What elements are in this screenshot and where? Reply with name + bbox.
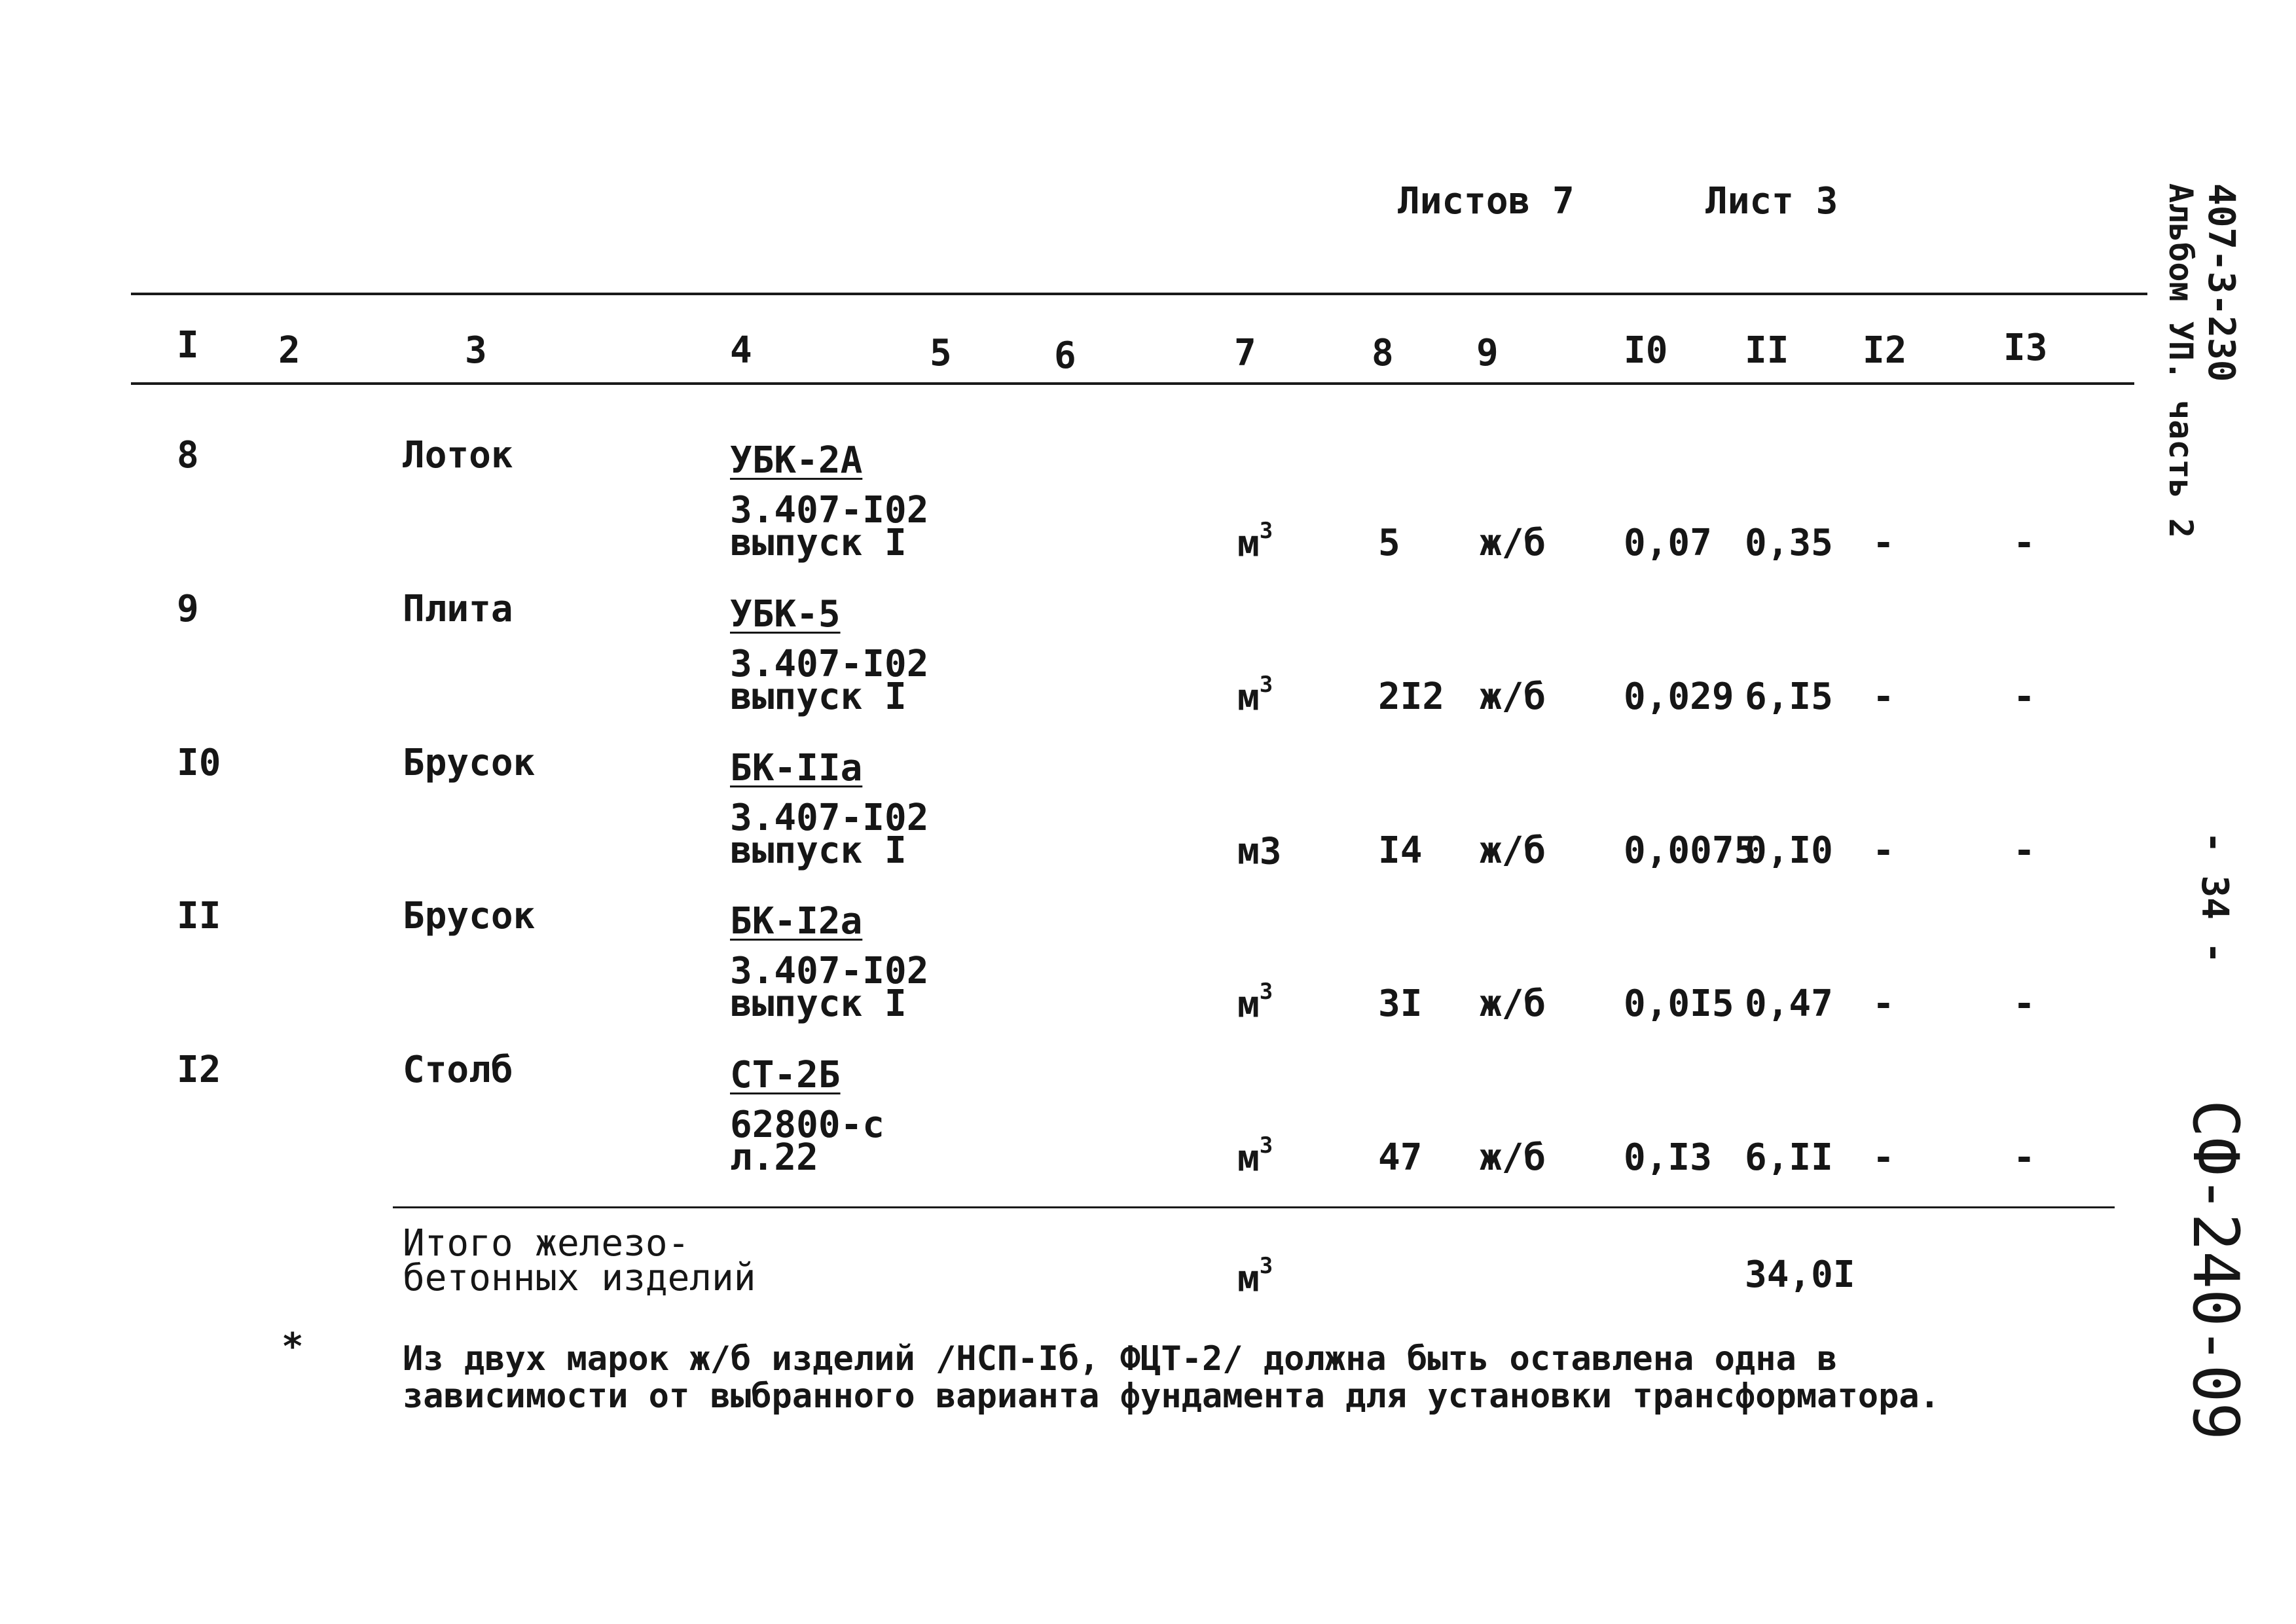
total-volume: 0,I0 — [1745, 829, 1833, 872]
quantity: 5 — [1378, 522, 1400, 564]
item-mark: УБК-5 — [730, 593, 841, 636]
item-issue: выпуск I — [730, 676, 907, 718]
material: ж/б — [1480, 522, 1546, 564]
item-issue: выпуск I — [730, 829, 907, 872]
item-name: Брусок — [403, 742, 536, 784]
column-header: 4 — [730, 329, 752, 372]
column-12-value: - — [1872, 522, 1895, 564]
item-mark: УБК-2А — [730, 439, 863, 482]
column-12-value: - — [1872, 676, 1895, 718]
total-volume: 6,I5 — [1745, 676, 1833, 718]
column-header: I0 — [1624, 329, 1668, 372]
item-mark: БК-I2а — [730, 900, 863, 943]
item-issue: выпуск I — [730, 983, 907, 1025]
page-number: - 34 - — [2193, 831, 2236, 964]
column-header: 2 — [278, 329, 301, 372]
column-header: 5 — [930, 332, 952, 374]
item-name: Брусок — [403, 895, 536, 937]
column-13-value: - — [2013, 829, 2035, 872]
total-label-line2: бетонных изделий — [403, 1257, 756, 1299]
column-12-value: - — [1872, 829, 1895, 872]
column-13-value: - — [2013, 676, 2035, 718]
footnote-marker: * — [282, 1326, 304, 1368]
unit: $м^3$ — [1237, 518, 1273, 566]
column-header: I — [177, 324, 199, 367]
unit-volume: 0,I3 — [1624, 1136, 1712, 1179]
item-name: Плита — [403, 588, 513, 630]
column-13-value: - — [2013, 983, 2035, 1025]
sheets-total: Листов 7 — [1398, 180, 1575, 223]
row-number: I2 — [177, 1049, 221, 1091]
item-mark: БК-IIа — [730, 747, 863, 789]
column-12-value: - — [1872, 1136, 1895, 1179]
column-13-value: - — [2013, 1136, 2035, 1179]
quantity: 3I — [1378, 983, 1423, 1025]
column-header: I3 — [2003, 327, 2048, 369]
material: ж/б — [1480, 676, 1546, 718]
footnote-line1: Из двух марок ж/б изделий /НСП-Iб, ФЦТ-2/ должна быть оставлена одна в — [403, 1339, 1838, 1379]
quantity: 47 — [1378, 1136, 1423, 1179]
item-document: 62800-с — [730, 1104, 885, 1146]
total-volume: 6,II — [1745, 1136, 1833, 1179]
item-document: 3.407-I02 — [730, 643, 929, 685]
footnote-line2: зависимости от выбранного варианта фундамента для установки трансформатора. — [403, 1377, 1940, 1416]
column-header: 8 — [1372, 332, 1394, 374]
unit: м3 — [1237, 830, 1282, 873]
item-document: 3.407-I02 — [730, 797, 929, 839]
unit: $м^3$ — [1237, 1132, 1273, 1180]
quantity: I4 — [1378, 829, 1423, 872]
row-number: 9 — [177, 588, 199, 630]
material: ж/б — [1480, 829, 1546, 872]
item-mark: СТ-2Б — [730, 1054, 841, 1096]
item-issue: л.22 — [730, 1136, 818, 1179]
total-label-line1: Итого железо- — [403, 1222, 690, 1265]
unit: $м^3$ — [1237, 672, 1273, 719]
item-name: Столб — [403, 1049, 513, 1091]
total-value: 34,0I — [1745, 1254, 1855, 1296]
row-number: II — [177, 895, 221, 937]
column-header: 7 — [1234, 332, 1256, 374]
unit-volume: 0,07 — [1624, 522, 1712, 564]
header-top-rule — [131, 293, 2147, 295]
item-name: Лоток — [403, 434, 513, 477]
quantity: 2I2 — [1378, 676, 1445, 718]
unit-volume: 0,0I5 — [1624, 983, 1734, 1025]
total-volume: 0,35 — [1745, 522, 1833, 564]
unit-volume: 0,0075 — [1624, 829, 1757, 872]
document-code: СФ-240-09 — [2179, 1100, 2252, 1441]
material: ж/б — [1480, 1136, 1546, 1179]
total-volume: 0,47 — [1745, 983, 1833, 1025]
row-number: 8 — [177, 434, 199, 477]
column-header: 3 — [465, 329, 487, 372]
sheet-number: Лист 3 — [1705, 180, 1838, 223]
total-unit: $м^3$ — [1237, 1253, 1273, 1301]
column-header: II — [1745, 329, 1789, 372]
column-13-value: - — [2013, 522, 2035, 564]
album-part: Альбом УП. часть 2 — [2162, 183, 2200, 538]
row-number: I0 — [177, 742, 221, 784]
column-header: 6 — [1054, 334, 1076, 377]
unit-volume: 0,029 — [1624, 676, 1734, 718]
item-document: 3.407-I02 — [730, 489, 929, 532]
unit: $м^3$ — [1237, 979, 1273, 1026]
material: ж/б — [1480, 983, 1546, 1025]
column-header: I2 — [1863, 329, 1907, 372]
item-document: 3.407-I02 — [730, 950, 929, 992]
album-code: 407-3-230 — [2200, 183, 2242, 382]
item-issue: выпуск I — [730, 522, 907, 564]
column-header: 9 — [1476, 332, 1499, 374]
header-bottom-rule — [131, 382, 2134, 385]
total-rule — [393, 1206, 2115, 1208]
column-12-value: - — [1872, 983, 1895, 1025]
